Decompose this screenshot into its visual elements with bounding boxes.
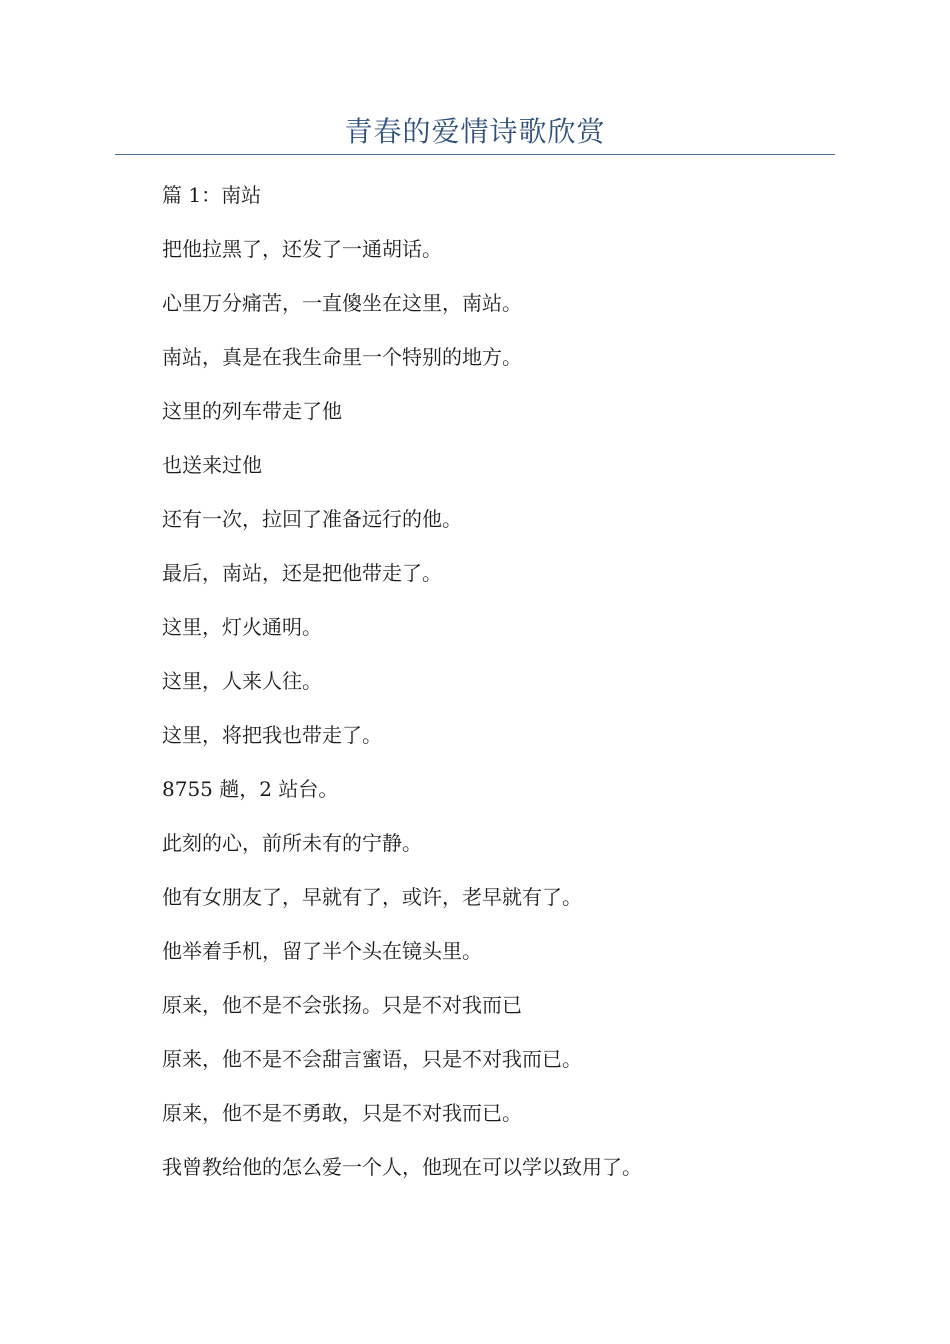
poem-line: 原来，他不是不勇敢，只是不对我而已。 bbox=[162, 1101, 522, 1125]
poem-line: 这里，人来人往。 bbox=[162, 669, 322, 693]
poem-line: 他有女朋友了，早就有了，或许，老早就有了。 bbox=[162, 885, 582, 909]
poem-line: 此刻的心，前所未有的宁静。 bbox=[162, 831, 422, 855]
poem-body bbox=[162, 176, 842, 1202]
poem-line: 8755 趟，2 站台。 bbox=[162, 777, 339, 801]
poem-line: 他举着手机，留了半个头在镜头里。 bbox=[162, 939, 482, 963]
section-heading: 篇 1：南站 bbox=[162, 183, 262, 207]
poem-line: 也送来过他 bbox=[162, 453, 262, 477]
poem-line: 我曾教给他的怎么爱一个人，他现在可以学以致用了。 bbox=[162, 1155, 642, 1179]
poem-line: 原来，他不是不会甜言蜜语，只是不对我而已。 bbox=[162, 1047, 582, 1071]
document-title: 青春的爱情诗歌欣赏 bbox=[344, 115, 606, 148]
poem-line: 这里的列车带走了他 bbox=[162, 399, 342, 423]
poem-line: 心里万分痛苦，一直傻坐在这里，南站。 bbox=[162, 291, 522, 315]
poem-line: 南站，真是在我生命里一个特别的地方。 bbox=[162, 345, 522, 369]
title-underline bbox=[115, 154, 835, 155]
poem-line: 原来，他不是不会张扬。只是不对我而已 bbox=[162, 993, 522, 1017]
poem-line: 这里，将把我也带走了。 bbox=[162, 723, 382, 747]
poem-line: 还有一次，拉回了准备远行的他。 bbox=[162, 507, 462, 531]
poem-line: 最后，南站，还是把他带走了。 bbox=[162, 561, 442, 585]
poem-line: 把他拉黑了，还发了一通胡话。 bbox=[162, 237, 442, 261]
poem-line: 这里，灯火通明。 bbox=[162, 615, 322, 639]
